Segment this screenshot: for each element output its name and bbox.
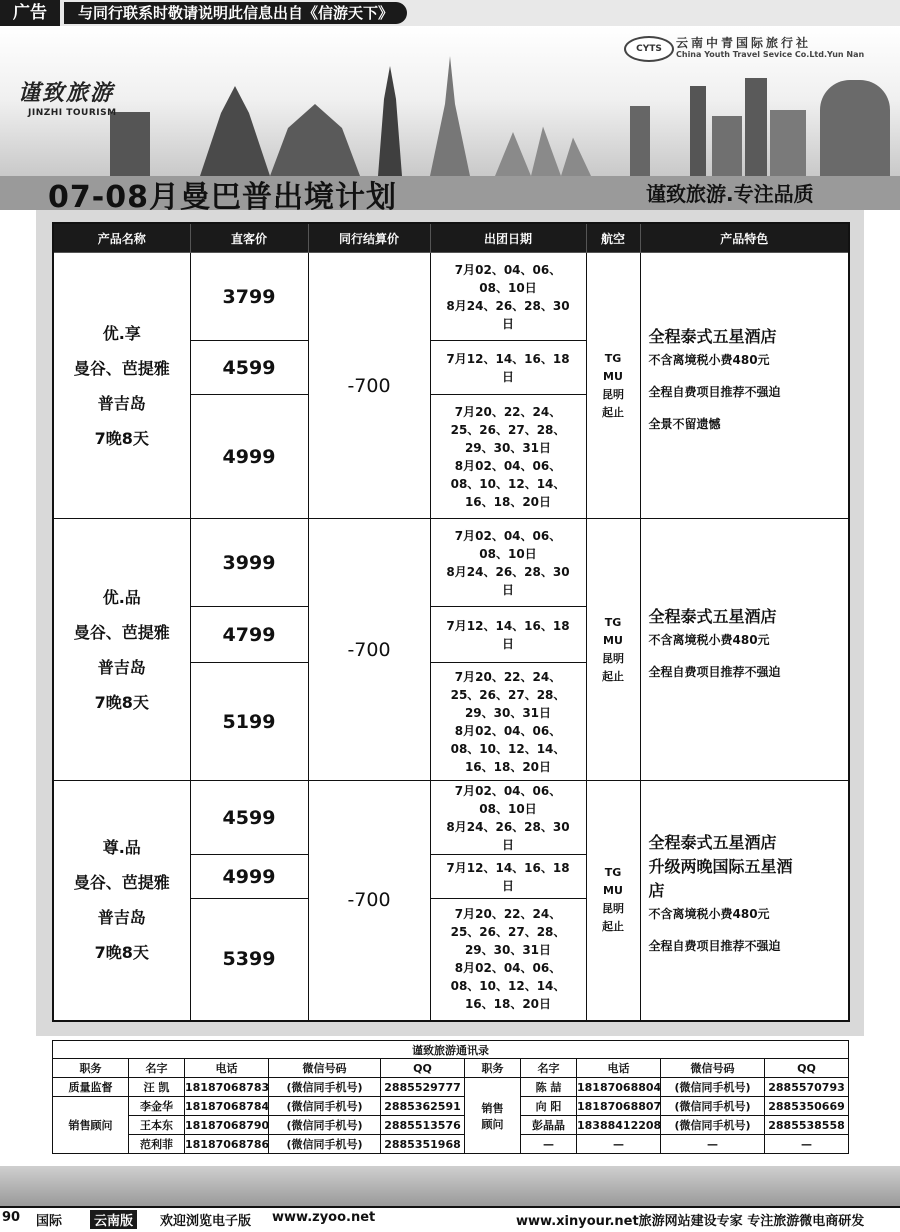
role-line: 销售 [481, 1101, 504, 1115]
contact-qq: 2885570793 [765, 1078, 849, 1097]
airline [586, 781, 640, 1021]
product-name-line: 优.享 [102, 323, 141, 343]
logo-script: 谨致旅游 [18, 80, 115, 106]
feature-highlight: 店 [648, 881, 665, 901]
contact-qq: — [765, 1135, 849, 1154]
departure-dates [430, 899, 586, 1021]
airline-line: 起止 [602, 405, 624, 419]
date-line: 8月02、04、06、 [454, 458, 562, 473]
product-name [53, 781, 190, 1021]
airline [586, 253, 640, 519]
airline-line: 昆明 [602, 902, 624, 916]
date-line: 7月20、22、24、 [454, 907, 562, 922]
header-departure-dates: 出团日期 [430, 223, 586, 253]
feature-note: 不含离境税小费480元 [648, 632, 770, 647]
contact-wechat: (微信同手机号) [661, 1097, 765, 1116]
date-line: 日 [501, 878, 514, 893]
contact-name: 汪 凯 [129, 1078, 185, 1097]
footer-edition: 云南版 [90, 1210, 137, 1229]
date-line: 08、10日 [479, 801, 537, 816]
product-row [53, 781, 849, 855]
date-line: 25、26、27、28、 [450, 925, 566, 940]
product-name-line: 普吉岛 [97, 908, 146, 928]
header-airline: 航空 [586, 223, 640, 253]
contact-header: QQ [765, 1059, 849, 1078]
departure-dates [430, 253, 586, 341]
date-line: 7月12、14、16、18 [446, 351, 570, 366]
ad-tag: 广告 [0, 0, 60, 26]
contact-wechat: (微信同手机号) [269, 1116, 381, 1135]
pagoda-icon [270, 96, 360, 176]
role-line: 顾问 [481, 1117, 504, 1131]
contact-wechat: (微信同手机号) [661, 1116, 765, 1135]
contact-row [53, 1078, 849, 1097]
date-line: 8月02、04、06、 [454, 961, 562, 976]
feature-highlight: 全程泰式五星酒店 [648, 606, 777, 626]
jinzhi-logo [18, 68, 168, 138]
date-line: 29、30、31日 [464, 943, 552, 958]
product-name [53, 519, 190, 781]
contact-header-row [53, 1059, 849, 1078]
date-line: 日 [501, 636, 514, 651]
contact-header: 名字 [521, 1059, 577, 1078]
date-line: 08、10、12、14、 [450, 476, 566, 491]
date-line: 7月12、14、16、18 [446, 618, 570, 633]
contact-name: 向 阳 [521, 1097, 577, 1116]
contact-phone: 18187068786 [185, 1135, 269, 1154]
contact-phone: 18187068807 [577, 1097, 661, 1116]
contact-row [53, 1135, 849, 1154]
retail-price: 4599 [190, 341, 308, 395]
product-row [53, 253, 849, 341]
logo-subtitle: JINZHI TOURISM [28, 108, 117, 118]
date-line: 8月24、26、28、30 [446, 564, 570, 579]
date-line: 7月02、04、06、 [454, 262, 562, 277]
product-features [640, 253, 849, 519]
retail-price: 3999 [190, 519, 308, 607]
departure-dates [430, 341, 586, 395]
feature-highlight: 全程泰式五星酒店 [648, 326, 777, 346]
ad-notice: 与同行联系时敬请说明此信息出自《信游天下》 [64, 2, 407, 24]
settle-price: -700 [308, 781, 430, 1021]
date-line: 08、10、12、14、 [450, 979, 566, 994]
retail-price: 5399 [190, 899, 308, 1021]
retail-price: 5199 [190, 663, 308, 781]
date-line: 25、26、27、28、 [450, 422, 566, 437]
departure-dates [430, 519, 586, 607]
table-header-row [53, 223, 849, 253]
contact-qq: 2885350669 [765, 1097, 849, 1116]
cyts-logo-icon: CYTS [624, 36, 674, 62]
price-table [52, 222, 850, 1022]
product-name-line: 曼谷、芭提雅 [73, 873, 170, 893]
date-line: 日 [501, 582, 514, 597]
contact-header: 职务 [465, 1059, 521, 1078]
contact-title: 谨致旅游通讯录 [53, 1041, 849, 1059]
product-name-line: 优.品 [102, 587, 141, 607]
contact-phone: 18187068790 [185, 1116, 269, 1135]
date-line: 08、10、12、14、 [450, 741, 566, 756]
date-line: 08、10日 [479, 280, 537, 295]
date-line: 16、18、20日 [464, 494, 552, 509]
product-name-line: 曼谷、芭提雅 [73, 622, 170, 642]
settle-price: -700 [308, 519, 430, 781]
date-line: 16、18、20日 [464, 997, 552, 1012]
product-name-line: 普吉岛 [97, 657, 146, 677]
contact-wechat: — [661, 1135, 765, 1154]
feature-note: 全程自费项目推荐不强迫 [648, 664, 781, 679]
airline-line: TG [604, 615, 622, 629]
contact-row [53, 1097, 849, 1116]
airline-line: 昆明 [602, 387, 624, 401]
date-line: 7月12、14、16、18 [446, 860, 570, 875]
retail-price: 3799 [190, 253, 308, 341]
temple-roof-icon [200, 86, 270, 176]
header-settle-price: 同行结算价 [308, 223, 430, 253]
contact-header: 名字 [129, 1059, 185, 1078]
contact-header: 微信号码 [269, 1059, 381, 1078]
contact-header: 微信号码 [661, 1059, 765, 1078]
airline-line: TG [604, 351, 622, 365]
contact-name: 陈 喆 [521, 1078, 577, 1097]
banner [0, 26, 900, 210]
departure-dates [430, 607, 586, 663]
departure-dates [430, 663, 586, 781]
page-number: 90 [2, 1210, 21, 1225]
date-line: 29、30、31日 [464, 440, 552, 455]
footer-site-link[interactable]: www.zyoo.net [272, 1210, 376, 1225]
header-features: 产品特色 [640, 223, 849, 253]
date-line: 16、18、20日 [464, 759, 552, 774]
footer-section: 国际 [36, 1214, 63, 1229]
date-line: 日 [501, 369, 514, 384]
product-name-line: 7晚8天 [94, 692, 149, 712]
contact-wechat: (微信同手机号) [269, 1097, 381, 1116]
airline [586, 519, 640, 781]
contact-qq: 2885513576 [381, 1116, 465, 1135]
agency-name: 云南中青国际旅行社 [676, 36, 812, 50]
feature-note: 全程自费项目推荐不强迫 [648, 939, 781, 954]
retail-price: 4999 [190, 855, 308, 899]
departure-dates [430, 855, 586, 899]
opera-house-icon [495, 121, 615, 176]
feature-note: 全程自费项目推荐不强迫 [648, 384, 781, 399]
product-name-line: 7晚8天 [94, 943, 149, 963]
product-row [53, 519, 849, 607]
retail-price: 4599 [190, 781, 308, 855]
contact-phone: 18187068784 [185, 1097, 269, 1116]
contact-wechat: (微信同手机号) [661, 1078, 765, 1097]
header-retail-price: 直客价 [190, 223, 308, 253]
airline-line: 起止 [602, 920, 624, 934]
header-product-name: 产品名称 [53, 223, 190, 253]
stupa-icon [425, 56, 475, 176]
date-line: 08、10日 [479, 546, 537, 561]
settle-price: -700 [308, 253, 430, 519]
building-icon [712, 116, 742, 176]
contact-name: 李金华 [129, 1097, 185, 1116]
date-line: 7月20、22、24、 [454, 669, 562, 684]
contact-header: 电话 [185, 1059, 269, 1078]
slogan: 谨致旅游.专注品质 [646, 182, 814, 206]
date-line: 29、30、31日 [464, 705, 552, 720]
product-name-line: 7晚8天 [94, 428, 149, 448]
airline-line: 起止 [602, 669, 624, 683]
contact-qq: 2885351968 [381, 1135, 465, 1154]
date-line: 7月02、04、06、 [454, 528, 562, 543]
product-features [640, 781, 849, 1021]
contact-qq: 2885362591 [381, 1097, 465, 1116]
contact-phone: 18388412208 [577, 1116, 661, 1135]
contact-table [52, 1040, 849, 1154]
product-name [53, 253, 190, 519]
contact-name: 范利菲 [129, 1135, 185, 1154]
footer-site-slogan[interactable]: www.xinyour.net旅游网站建设专家 专注旅游微电商研发 [516, 1214, 865, 1229]
feature-note: 不含离境税小费480元 [648, 907, 770, 922]
dancer-statue-icon [370, 66, 410, 176]
contact-header: 电话 [577, 1059, 661, 1078]
feature-note: 全景不留遗憾 [648, 416, 721, 431]
airline-line: MU [603, 369, 623, 383]
contact-qq: 2885529777 [381, 1078, 465, 1097]
feature-highlight: 全程泰式五星酒店 [648, 833, 777, 853]
date-line: 日 [501, 316, 514, 331]
date-line: 7月02、04、06、 [454, 783, 562, 798]
contact-phone: — [577, 1135, 661, 1154]
contact-role: 质量监督 [53, 1078, 129, 1097]
airline-line: 昆明 [602, 651, 624, 665]
date-line: 25、26、27、28、 [450, 687, 566, 702]
contact-role: 销售顾问 [53, 1097, 129, 1154]
product-name-line: 曼谷、芭提雅 [73, 358, 170, 378]
date-line: 日 [501, 837, 514, 852]
product-name-line: 尊.品 [102, 838, 141, 858]
contact-qq: 2885538558 [765, 1116, 849, 1135]
contact-role-right [465, 1078, 521, 1154]
contact-name: 彭晶晶 [521, 1116, 577, 1135]
retail-price: 4999 [190, 395, 308, 519]
departure-dates [430, 395, 586, 519]
product-features [640, 519, 849, 781]
airline-line: MU [603, 633, 623, 647]
contact-phone: 18187068804 [577, 1078, 661, 1097]
feature-highlight: 升级两晚国际五星酒 [648, 857, 793, 877]
tower-icon [630, 106, 650, 176]
contact-row [53, 1116, 849, 1135]
contact-phone: 18187068783 [185, 1078, 269, 1097]
contact-wechat: (微信同手机号) [269, 1135, 381, 1154]
feature-note: 不含离境税小费480元 [648, 352, 770, 367]
page-title: 07-08月曼巴普出境计划 [48, 180, 397, 210]
departure-dates [430, 781, 586, 855]
airline-line: MU [603, 884, 623, 898]
retail-price: 4799 [190, 607, 308, 663]
skyscraper-icon [745, 78, 767, 176]
agency-english-name: China Youth Travel Sevice Co.Ltd.Yun Nan [676, 50, 865, 59]
date-line: 8月24、26、28、30 [446, 298, 570, 313]
date-line: 7月20、22、24、 [454, 404, 562, 419]
bottom-decoration [0, 1166, 900, 1206]
date-line: 8月24、26、28、30 [446, 819, 570, 834]
building-icon [770, 110, 806, 176]
skyscraper-icon [690, 86, 706, 176]
date-line: 8月02、04、06、 [454, 723, 562, 738]
contact-name: 王本东 [129, 1116, 185, 1135]
product-name-line: 普吉岛 [97, 393, 146, 413]
contact-name: — [521, 1135, 577, 1154]
contact-wechat: (微信同手机号) [269, 1078, 381, 1097]
contact-header: 职务 [53, 1059, 129, 1078]
contact-header: QQ [381, 1059, 465, 1078]
airline-line: TG [604, 866, 622, 880]
luggage-icon [820, 80, 890, 176]
footer-welcome: 欢迎浏览电子版 [160, 1214, 252, 1229]
